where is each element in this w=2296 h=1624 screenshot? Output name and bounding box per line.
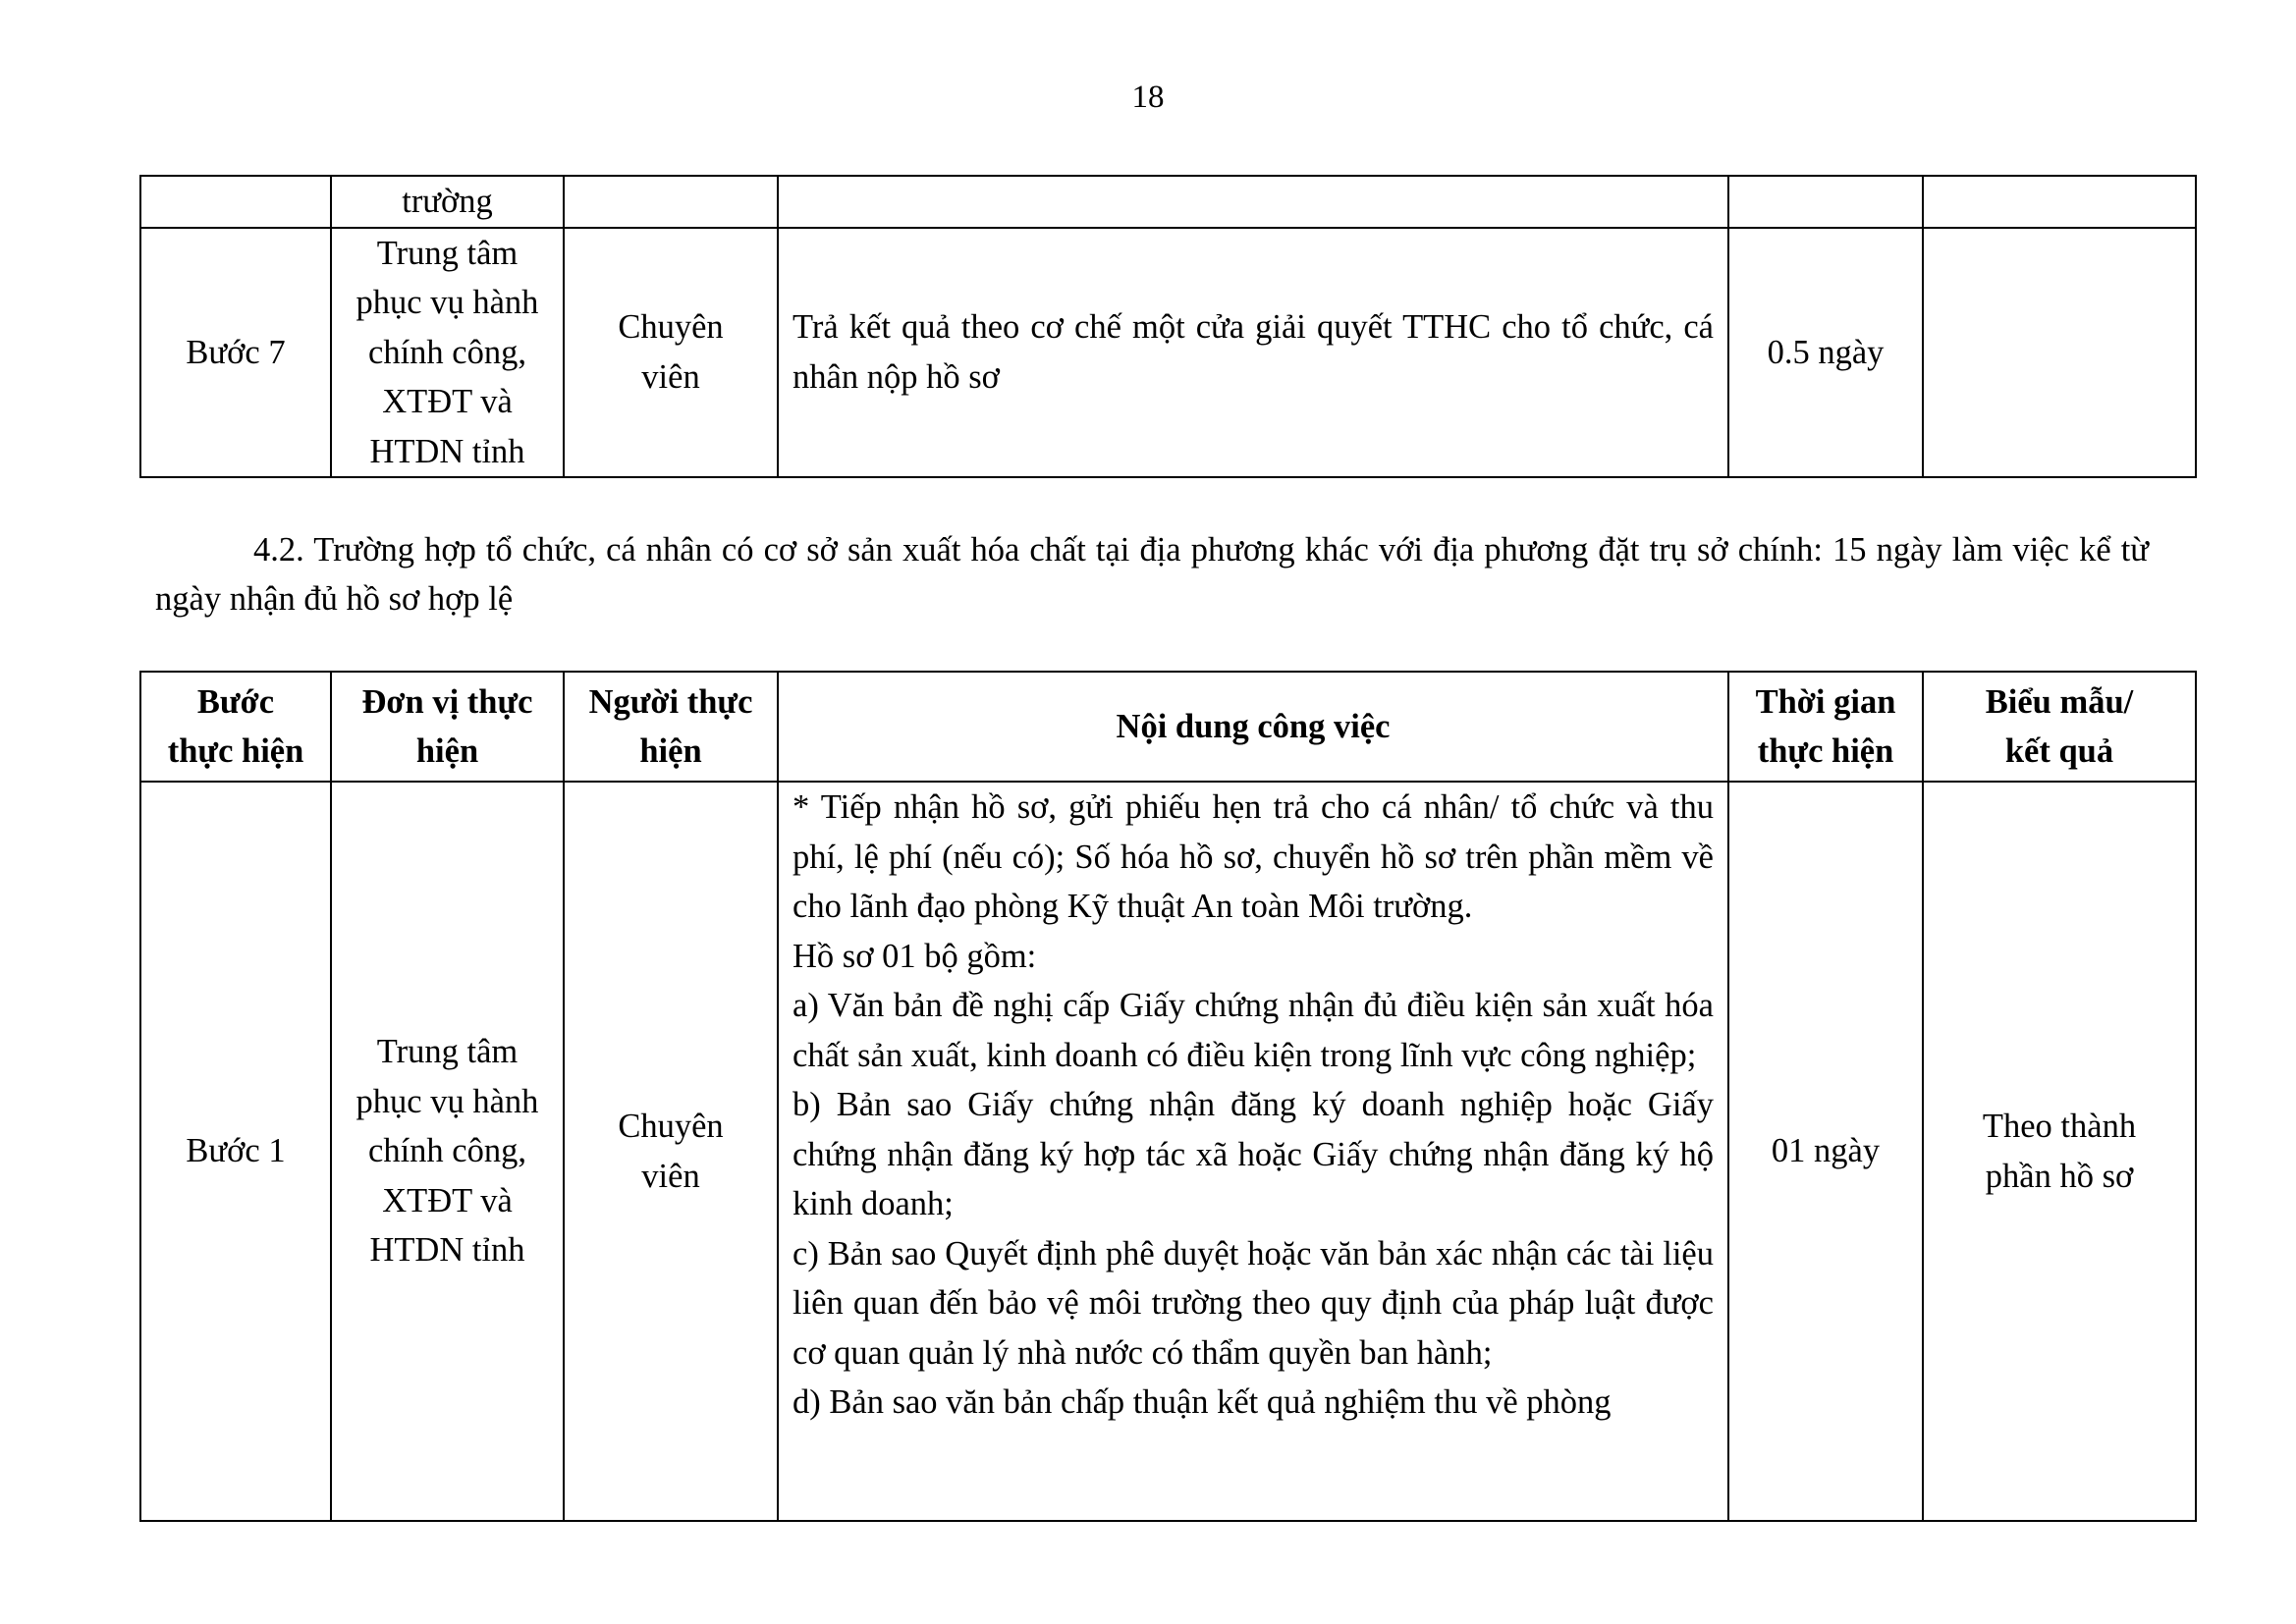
header-line: Bước: [196, 682, 275, 721]
cell-form: [1923, 228, 2196, 478]
content-paragraph: * Tiếp nhận hồ sơ, gửi phiếu hẹn trả cho cá nhân/ tổ chức và thu phí, lệ phí (nếu có); Số hóa hồ sơ, chuyển hồ sơ trên phần mềm về cho lãnh đạo phòng Kỹ thuật An toàn Môi trường.: [793, 788, 1714, 925]
unit-line: phục vụ hành: [355, 284, 539, 321]
cell-unit: [331, 782, 564, 1521]
content-body: [793, 783, 1714, 1519]
content-paragraph: a) Văn bản đề nghị cấp Giấy chứng nhận đủ điều kiện sản xuất hóa chất sản xuất, kinh doanh có điều kiện trong lĩnh vực công nghiệp;: [793, 987, 1714, 1074]
header-time: [1728, 672, 1923, 782]
table-row-step-1: [140, 782, 2196, 1521]
unit-line: chính công,: [368, 333, 526, 371]
header-line: hiện: [639, 732, 702, 770]
table-row-step-7: [140, 228, 2196, 478]
table-header-row: [140, 672, 2196, 782]
cell-person: [564, 782, 778, 1521]
header-line: thực hiện: [167, 732, 304, 770]
cell-step: Bước 7: [140, 228, 331, 478]
header-step: [140, 672, 331, 782]
person-line: viên: [641, 357, 700, 396]
form-line: Theo thành: [1982, 1108, 2137, 1145]
person-line: Chuyên: [618, 308, 724, 347]
content-paragraph: b) Bản sao Giấy chứng nhận đăng ký doanh nghiệp hoặc Giấy chứng nhận đăng ký hợp tác xã hoặc Giấy chứng nhận đăng ký hộ kinh doanh;: [793, 1086, 1714, 1222]
cell-time: 01 ngày: [1728, 782, 1923, 1521]
header-person: [564, 672, 778, 782]
content-paragraph: c) Bản sao Quyết định phê duyệt hoặc văn bản xác nhận các tài liệu liên quan đến bảo vệ môi trường theo quy định của pháp luật được cơ quan quản lý nhà nước có thẩm quyền ban hành;: [793, 1234, 1714, 1372]
cell-content-continued: [778, 176, 1728, 228]
cell-unit-continued: trường: [331, 176, 564, 228]
cell-form: [1923, 782, 2196, 1521]
cell-content: Trả kết quả theo cơ chế một cửa giải quyết TTHC cho tổ chức, cá nhân nộp hồ sơ: [778, 228, 1728, 478]
unit-line: HTDN tỉnh: [369, 1231, 525, 1270]
header-form: [1923, 672, 2196, 782]
person-line: Chuyên: [618, 1108, 724, 1145]
header-line: kết quả: [2004, 732, 2114, 770]
header-line: Người thực: [588, 682, 753, 721]
procedure-table-continued: [139, 175, 2197, 478]
header-line: Biểu mẫu/: [1985, 682, 2134, 721]
cell-person-continued: [564, 176, 778, 228]
unit-line: phục vụ hành: [355, 1082, 539, 1120]
cell-unit: [331, 228, 564, 478]
content-paragraph: d) Bản sao văn bản chấp thuận kết quả nghiệm thu về phòng: [793, 1383, 1612, 1421]
cell-person: [564, 228, 778, 478]
header-content: Nội dung công việc: [778, 672, 1728, 782]
header-line: Thời gian: [1755, 682, 1896, 721]
content-paragraph: Hồ sơ 01 bộ gồm:: [793, 937, 1037, 975]
cell-empty: [140, 176, 331, 228]
cell-time: 0.5 ngày: [1728, 228, 1923, 478]
cell-form-continued: [1923, 176, 2196, 228]
unit-line: chính công,: [368, 1132, 526, 1170]
section-heading-4-2: 4.2. Trường hợp tổ chức, cá nhân có cơ sở sản xuất hóa chất tại địa phương khác với địa phương đặt trụ sở chính: 15 ngày làm việc kể từ ngày nhận đủ hồ sơ hợp lệ: [155, 531, 2149, 618]
table-row-continued: [140, 176, 2196, 228]
unit-line: XTĐT và: [382, 1181, 513, 1219]
unit-line: HTDN tỉnh: [369, 432, 525, 470]
cell-step: Bước 1: [140, 782, 331, 1521]
procedure-table: [139, 671, 2197, 1522]
person-line: viên: [641, 1157, 700, 1195]
header-line: Đơn vị thực: [361, 682, 533, 721]
header-unit: [331, 672, 564, 782]
header-line: hiện: [415, 732, 479, 770]
unit-line: XTĐT và: [382, 383, 513, 420]
cell-time-continued: [1728, 176, 1923, 228]
page-number: 18: [1131, 80, 1165, 115]
header-line: thực hiện: [1757, 732, 1894, 770]
unit-line: Trung tâm: [376, 234, 519, 272]
cell-content: [778, 782, 1728, 1521]
unit-line: Trung tâm: [376, 1033, 519, 1071]
form-line: phần hồ sơ: [1985, 1157, 2134, 1195]
